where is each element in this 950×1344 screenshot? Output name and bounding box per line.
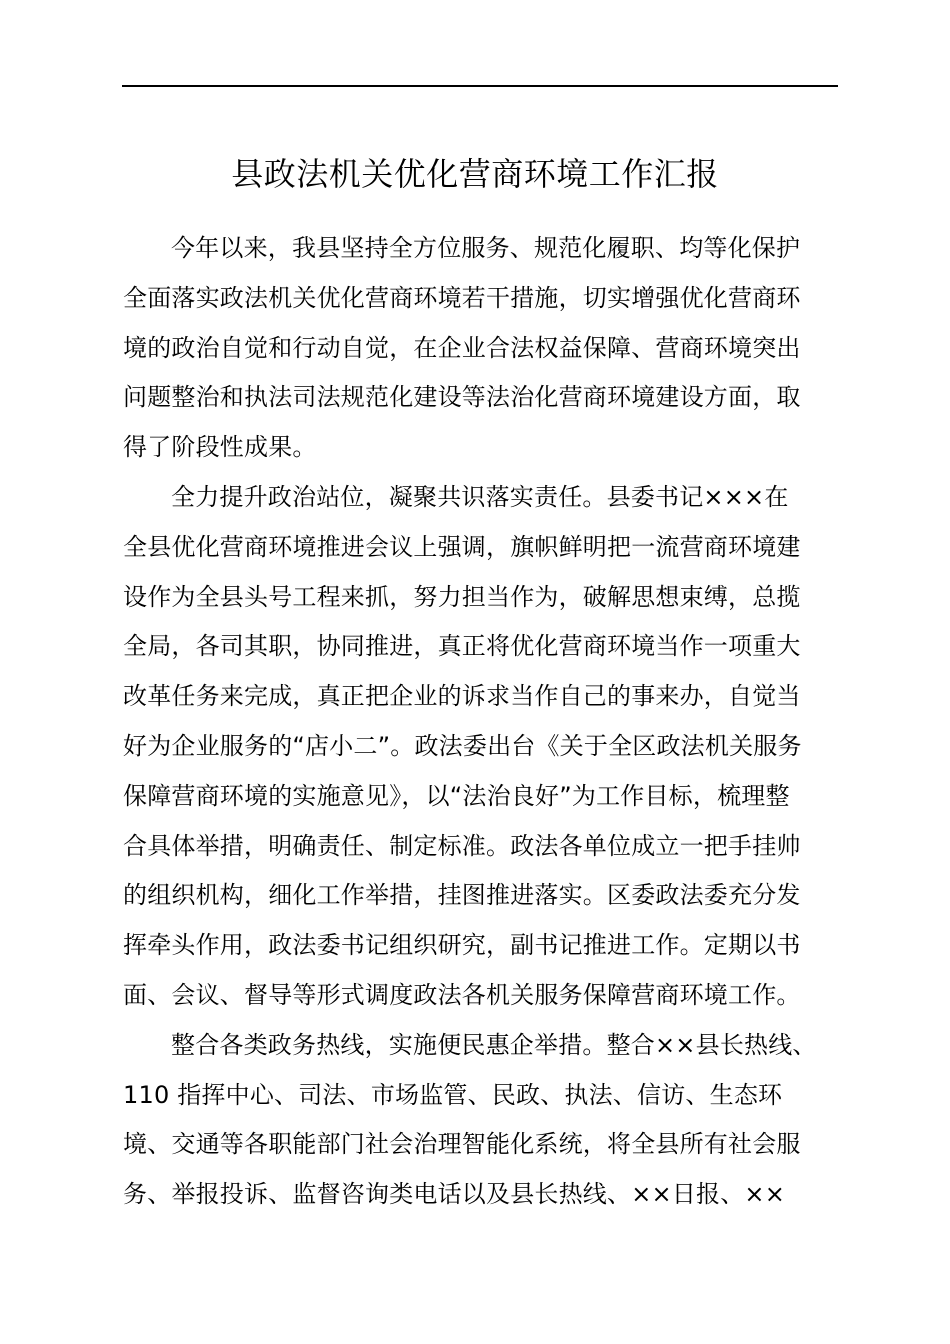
paragraph-hotlines bbox=[123, 1021, 843, 1220]
paragraph-line: 改革任务来完成，真正把企业的诉求当作自己的事来办，自觉当 bbox=[123, 682, 801, 711]
paragraph-line: 整合各类政务热线，实施便民惠企举措。整合××县长热线、 bbox=[171, 1030, 817, 1059]
header-rule bbox=[122, 85, 838, 87]
paragraph-line: 境的政治自觉和行动自觉，在企业合法权益保障、营商环境突出 bbox=[123, 333, 801, 362]
paragraph-line: 合具体举措，明确责任、制定标准。政法各单位成立一把手挂帅 bbox=[123, 831, 801, 860]
paragraph-line: 问题整治和执法司法规范化建设等法治化营商环境建设方面，取 bbox=[123, 383, 801, 412]
paragraph-political-standing bbox=[123, 473, 843, 1021]
paragraph-line: 挥牵头作用，政法委书记组织研究，副书记推进工作。定期以书 bbox=[123, 931, 801, 960]
paragraph-line: 全县优化营商环境推进会议上强调，旗帜鲜明把一流营商环境建 bbox=[123, 532, 801, 561]
paragraph-line: 面、会议、督导等形式调度政法各机关服务保障营商环境工作。 bbox=[123, 980, 801, 1009]
paragraph-line: 全面落实政法机关优化营商环境若干措施，切实增强优化营商环 bbox=[123, 283, 801, 312]
paragraph-line: 得了阶段性成果。 bbox=[123, 433, 317, 462]
paragraph-line: 好为企业服务的“店小二”。政法委出台《关于全区政法机关服务 bbox=[123, 731, 802, 760]
paragraph-line: 境、交通等各职能部门社会治理智能化系统，将全县所有社会服 bbox=[123, 1130, 801, 1159]
paragraph-intro bbox=[123, 224, 843, 473]
paragraph-line: 设作为全县头号工程来抓，努力担当作为，破解思想束缚，总揽 bbox=[123, 582, 801, 611]
paragraph-line: 保障营商环境的实施意见》，以“法治良好”为工作目标，梳理整 bbox=[123, 781, 790, 810]
document-body bbox=[123, 224, 843, 1220]
paragraph-line: 务、举报投诉、监督咨询类电话以及县长热线、××日报、×× bbox=[123, 1180, 786, 1209]
paragraph-line: 全力提升政治站位，凝聚共识落实责任。县委书记×××在 bbox=[171, 482, 789, 511]
document-title: 县政法机关优化营商环境工作汇报 bbox=[231, 155, 719, 193]
paragraph-line: 全局，各司其职，协同推进，真正将优化营商环境当作一项重大 bbox=[123, 632, 801, 661]
paragraph-line: 110 指挥中心、司法、市场监管、民政、执法、信访、生态环 bbox=[123, 1080, 783, 1109]
paragraph-line: 今年以来，我县坚持全方位服务、规范化履职、均等化保护 bbox=[171, 234, 801, 262]
paragraph-line: 的组织机构，细化工作举措，挂图推进落实。区委政法委充分发 bbox=[123, 881, 801, 910]
